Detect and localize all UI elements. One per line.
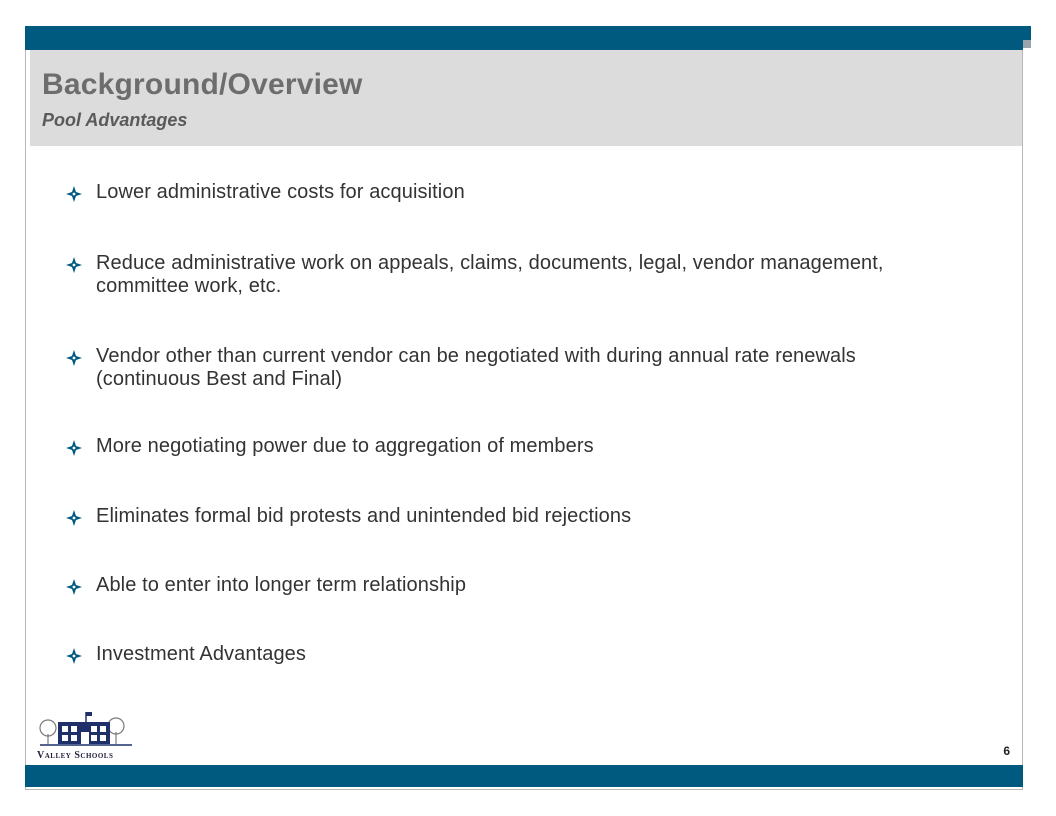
four-point-star-icon [66,510,82,526]
bullet-item [66,181,966,204]
bullet-item [66,574,966,597]
school-building-logo-icon [36,710,136,750]
bullet-item [66,643,966,666]
bullet-text: Reduce administrative work on appeals, claims, documents, legal, vendor management, committee work, etc. [96,252,884,297]
bullet-text: Eliminates formal bid protests and unintended bid rejections [96,505,632,527]
four-point-star-icon [66,579,82,595]
four-point-star-icon [66,257,82,273]
bullet-item [66,435,966,458]
page-number: 6 [1003,744,1010,758]
four-point-star-icon [66,186,82,202]
bullet-item [66,345,966,391]
bullet-text: Investment Advantages [96,643,307,665]
bullet-item [66,505,966,528]
four-point-star-icon [66,440,82,456]
bullet-text: Vendor other than current vendor can be negotiated with during annual rate renewals (continuous Best and Final) [96,345,856,390]
bullet-text: More negotiating power due to aggregation of members [96,435,594,457]
logo-text: Valley Schools [37,750,114,761]
top-bar-nub-tip [1023,40,1031,48]
four-point-star-icon [66,350,82,366]
bottom-bar [25,765,1023,787]
bullet-text: Able to enter into longer term relationship [96,574,467,596]
bullet-item [66,252,966,298]
valley-schools-logo [36,710,136,762]
four-point-star-icon [66,648,82,664]
slide-title: Background/Overview [42,68,363,101]
bullet-text: Lower administrative costs for acquisition [96,181,465,203]
top-bar [25,26,1023,50]
slide-subtitle: Pool Advantages [42,110,188,130]
